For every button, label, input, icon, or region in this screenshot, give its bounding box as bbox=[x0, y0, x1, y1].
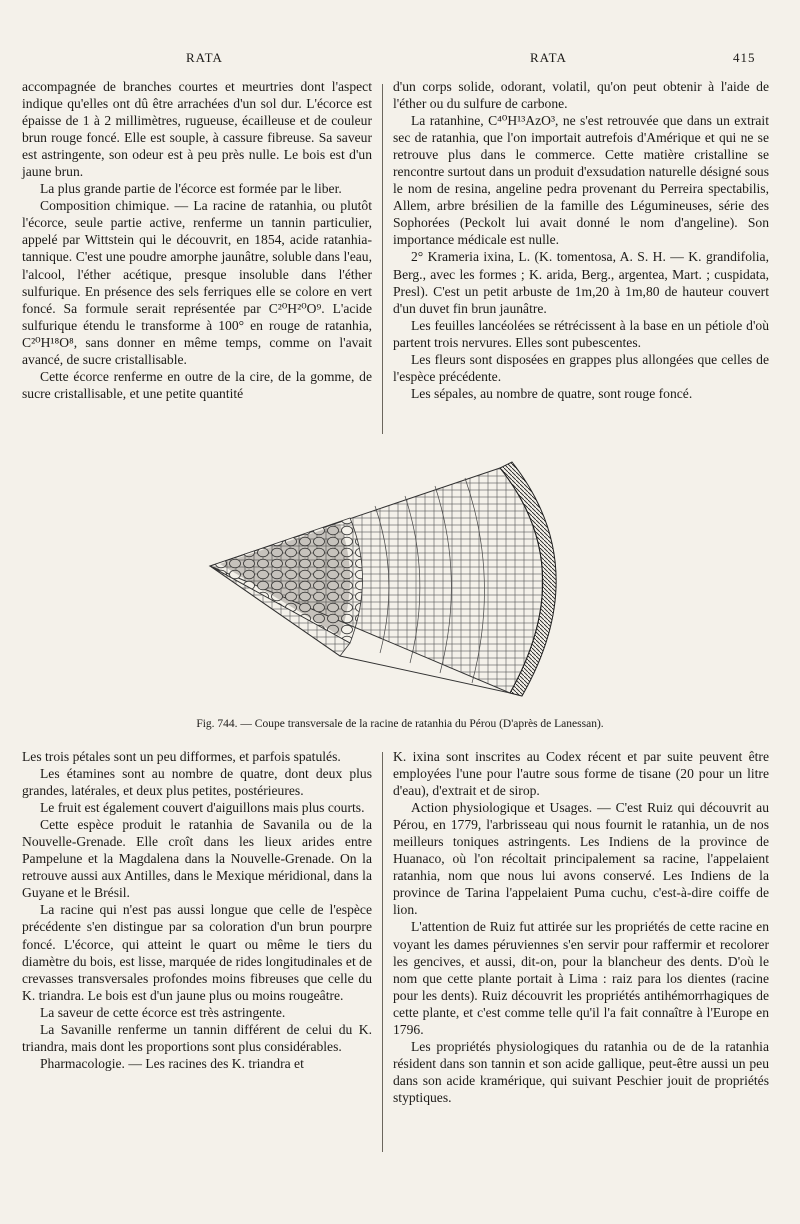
paragraph: Le fruit est également couvert d'aiguillons mais plus courts. bbox=[40, 800, 365, 816]
paragraph: Pharmacologie. — Les racines des K. triandra et bbox=[40, 1055, 304, 1071]
paragraph: Composition chimique. — La racine de ratanhia, ou plutôt l'écorce, seule partie active, renferme un tannin particulier, appelé par Wittstein qui le découvrit, en 1854, acide ratanhia-tannique. C'est une poudre amorphe jaunâtre, soluble dans l'eau, l'alcool, l'éther acétique, presque insoluble dans l'éther sulfurique. En présence des sels ferriques elle se colore en vert foncé. Sa formule serait représentée par C²⁰H²⁰O⁹. L'acide sulfurique étendu le transforme à 100° en rouge de ratanhia, C²⁰H¹⁸O⁸, sans donner en même temps, comme on l'avait avancé, de sucre cristallisable. bbox=[22, 198, 372, 367]
column-top-left bbox=[22, 78, 372, 402]
paragraph: Les sépales, au nombre de quatre, sont rouge foncé. bbox=[411, 385, 693, 401]
paragraph: accompagnée de branches courtes et meurtries dont l'aspect indique qu'elles ont dû être arrachées d'un sol dur. L'écorce est épaisse de 1 à 2 millimètres, rugueuse, écailleuse et de couleur brun rouge foncé. Elle est souple, à cassure fibreuse. Sa saveur est astringente, son odeur est à peu près nulle. Le bois est d'un jaune brun. bbox=[22, 79, 372, 180]
figure-caption: Fig. 744. — Coupe transversale de la racine de ratanhia du Pérou (D'après de Lanessan). bbox=[196, 718, 604, 730]
column-divider-bottom bbox=[382, 752, 383, 1152]
paragraph: La saveur de cette écorce est très astringente. bbox=[40, 1004, 286, 1020]
root-cross-section-figure bbox=[200, 448, 610, 710]
paragraph: d'un corps solide, odorant, volatil, qu'on peut obtenir à l'aide de l'éther ou du sulfure de carbone. bbox=[393, 79, 769, 112]
paragraph: La racine qui n'est pas aussi longue que celle de l'espèce précédente s'en distingue par sa coloration d'un brun pourpre foncé. L'écorce, qui atteint le quart ou même le tiers du diamètre du bois, est lisse, marquée de rides longitudinales et de crevasses transversales profondes moins fibreuses que celle du K. triandra. Le bois est d'un jaune plus ou moins rougeâtre. bbox=[22, 902, 372, 1003]
column-bottom-right bbox=[393, 748, 769, 1106]
paragraph: Les fleurs sont disposées en grappes plus allongées que celles de l'espèce précédente. bbox=[393, 351, 769, 384]
cross-section-illustration bbox=[200, 448, 610, 710]
paragraph: Les étamines sont au nombre de quatre, dont deux plus grandes, latérales, et deux plus petites, postérieures. bbox=[22, 766, 372, 799]
page-number: 415 bbox=[733, 50, 756, 65]
paragraph: La ratanhine, C⁴⁰H¹³AzO³, ne s'est retrouvée que dans un extrait sec de ratanhia, que l'on importait autrefois d'Amérique et qui ne se retrouve plus dans le commerce. Cette matière cristalline se rencontre surtout dans un produit d'exsudation naturelle désigné sous le nom de resina, angeline pedra provenant du Perreira spectabilis, Allem, arbre brésilien de la famille des Légumineuses, série des Sophorées (Peckolt lui avait donné le nom d'angeline). Son importance médicale est nulle. bbox=[393, 113, 769, 248]
paragraph: L'attention de Ruiz fut attirée sur les propriétés de cette racine en voyant les dames péruviennes s'en servir pour raffermir et recolorer les gencives, et aussi, dit-on, pour la blancheur des dents. D'où le nom que cette plante portait à Lima : raiz para los dientes (racine pour les dents). Ruiz découvrit les propriétés antihémorrhagiques de cette plante, et c'est comme telle qu'il l'a fait connaître à l'Europe en 1796. bbox=[393, 919, 769, 1037]
paragraph: 2° Krameria ixina, L. (K. tomentosa, A. S. H. — K. grandifolia, Berg., avec les formes ; K. arida, Berg., argentea, Mart. ; cuspidata, Presl). C'est un petit arbuste de 1m,20 à 1m,80 de hauteur couvert d'un duvet fin brun jaunâtre. bbox=[393, 249, 769, 316]
paragraph: Les propriétés physiologiques du ratanhia ou de de la ratanhia résident dans son tannin et son acide gallique, peut-être aussi un peu dans son acide kramérique, qui suivant Peschier jouit de propriétés styptiques. bbox=[393, 1038, 769, 1105]
paragraph: K. ixina sont inscrites au Codex récent et par suite peuvent être employées l'une pour l'autre sous forme de tisane (20 pour un litre d'eau), d'extrait et de sirop. bbox=[393, 749, 769, 799]
running-title-left: RATA bbox=[186, 50, 223, 65]
paragraph: La Savanille renferme un tannin différent de celui du K. triandra, mais dont les proportions sont plus considérables. bbox=[22, 1021, 372, 1054]
paragraph: Les trois pétales sont un peu difformes, et parfois spatulés. bbox=[22, 749, 341, 764]
paragraph: Cette espèce produit le ratanhia de Savanila ou de la Nouvelle-Grenade. Elle croît dans les lieux arides entre Pampelune et la Magdalena dans la Nouvelle-Grenade. On la retrouve aussi aux Antilles, dans le Mexique méridional, dans la Guyane et le Brésil. bbox=[22, 817, 372, 901]
column-divider-top bbox=[382, 84, 383, 434]
paragraph: La plus grande partie de l'écorce est formée par le liber. bbox=[40, 181, 342, 197]
paragraph: Action physiologique et Usages. — C'est Ruiz qui découvrit au Pérou, en 1779, l'arbrisseau qui nous fournit le ratanhia, un de nos meilleurs toniques astringents. Les Indiens de la province de Huanaco, où l'on récoltait principalement sa racine, l'appelaient ratanhia, nom que nous lui avons conservé. Les Indiens de la province de Tarina l'appelaient Puma cuchu, c'est-à-dire coiffe de lion. bbox=[393, 800, 769, 918]
paragraph: Les feuilles lancéolées se rétrécissent à la base en un pétiole d'où partent trois nervures. Elles sont pubescentes. bbox=[393, 317, 769, 350]
column-top-right bbox=[393, 78, 769, 402]
running-header bbox=[0, 44, 800, 68]
column-bottom-left bbox=[22, 748, 372, 1072]
running-title-right: RATA bbox=[530, 50, 567, 65]
paragraph: Cette écorce renferme en outre de la cire, de la gomme, de sucre cristallisable, et une petite quantité bbox=[22, 368, 372, 401]
